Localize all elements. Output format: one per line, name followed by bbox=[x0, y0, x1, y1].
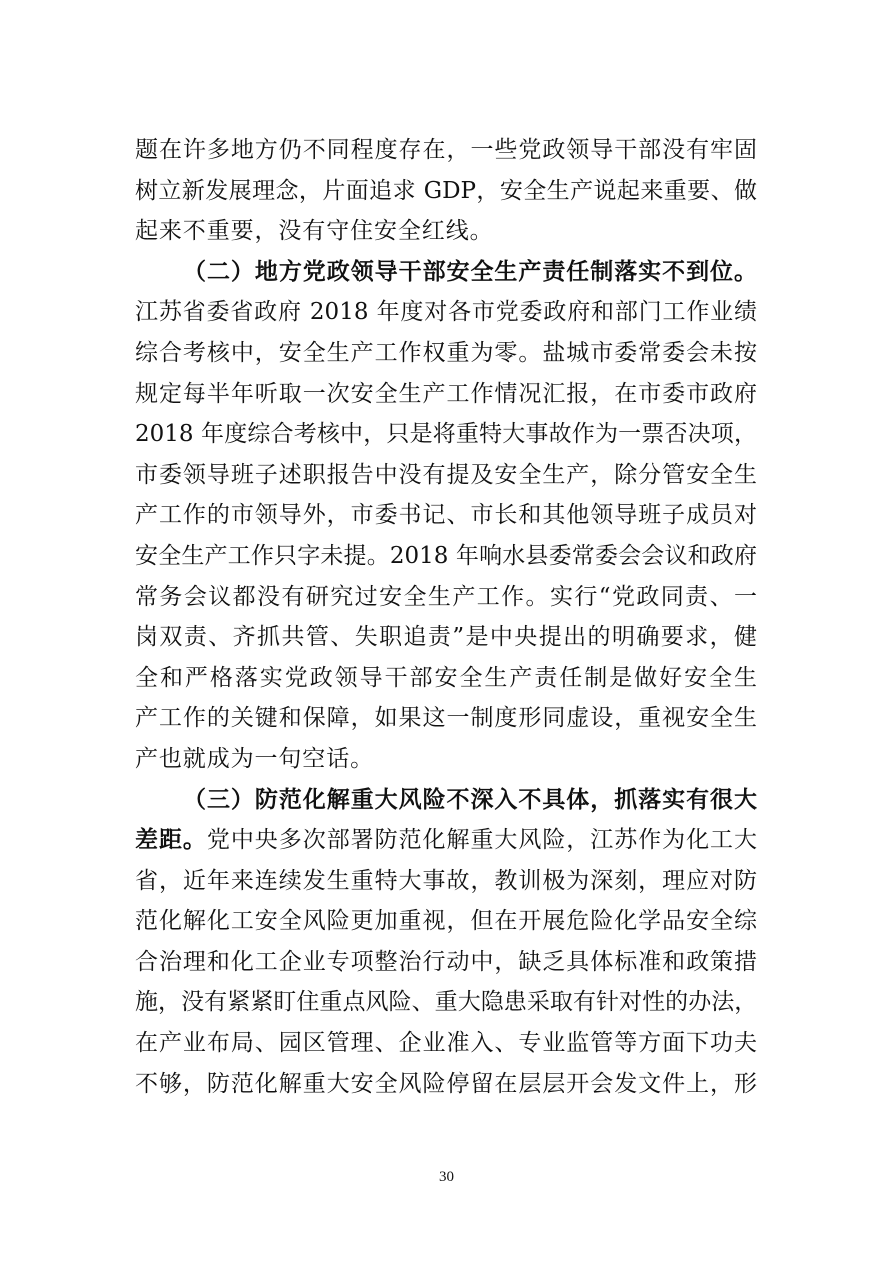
text-line: 产工作的市领导外，市委书记、市长和其他领导班子成员对 bbox=[135, 502, 757, 529]
text-line bbox=[135, 820, 757, 861]
text-line: 岗双责、齐抓共管、失职追责”是中央提出的明确要求，健 bbox=[135, 624, 757, 651]
text-line: 综合考核中，安全生产工作权重为零。盐城市委常委会未按 bbox=[135, 339, 757, 366]
section-3 bbox=[135, 780, 757, 1105]
text-line: 2018 年度综合考核中，只是将重特大事故作为一票否决项， bbox=[135, 421, 757, 448]
text-run: 党中央多次部署防范化解重大风险，江苏作为化工大 bbox=[206, 827, 758, 854]
section-heading-continuation: 差距。 bbox=[135, 826, 207, 854]
text-line: 合治理和化工企业专项整治行动中，缺乏具体标准和政策措 bbox=[135, 948, 757, 975]
text-line: 起来不重要，没有守住安全红线。 bbox=[135, 218, 494, 245]
text-line: 范化解化工安全风险更加重视，但在开展危险化学品安全综 bbox=[135, 908, 757, 935]
page-number: 30 bbox=[439, 1169, 454, 1185]
text-line: 江苏省委省政府 2018 年度对各市党委政府和部门工作业绩 bbox=[135, 299, 757, 326]
text-line: 树立新发展理念，片面追求 GDP，安全生产说起来重要、做 bbox=[135, 177, 757, 204]
text-line: 不够，防范化解重大安全风险停留在层层开会发文件上，形 bbox=[135, 1070, 757, 1097]
text-line: 施，没有紧紧盯住重点风险、重大隐患采取有针对性的办法， bbox=[135, 989, 757, 1016]
text-line: 规定每半年听取一次安全生产工作情况汇报，在市委市政府 bbox=[135, 380, 757, 407]
text-line: 题在许多地方仍不同程度存在，一些党政领导干部没有牢固 bbox=[135, 137, 757, 163]
section-heading: （三）防范化解重大风险不深入不具体，抓落实有很大 bbox=[183, 785, 757, 813]
continued-paragraph bbox=[135, 130, 757, 252]
document-body bbox=[135, 130, 757, 1104]
text-line: 常务会议都没有研究过安全生产工作。实行“党政同责、一 bbox=[135, 583, 757, 610]
section-2 bbox=[135, 252, 757, 780]
text-line: 产工作的关键和保障，如果这一制度形同虚设，重视安全生 bbox=[135, 705, 757, 732]
text-line: 全和严格落实党政领导干部安全生产责任制是做好安全生 bbox=[135, 664, 757, 691]
text-line: 安全生产工作只字未提。2018 年响水县委常委会会议和政府 bbox=[135, 542, 757, 569]
section-heading: （二）地方党政领导干部安全生产责任制落实不到位。 bbox=[183, 257, 757, 285]
text-line: 市委领导班子述职报告中没有提及安全生产，除分管安全生 bbox=[135, 461, 757, 488]
text-line: 省，近年来连续发生重特大事故，教训极为深刻，理应对防 bbox=[135, 867, 757, 894]
text-line: 在产业布局、园区管理、企业准入、专业监管等方面下功夫 bbox=[135, 1030, 757, 1057]
text-line: 产也就成为一句空话。 bbox=[135, 745, 374, 772]
